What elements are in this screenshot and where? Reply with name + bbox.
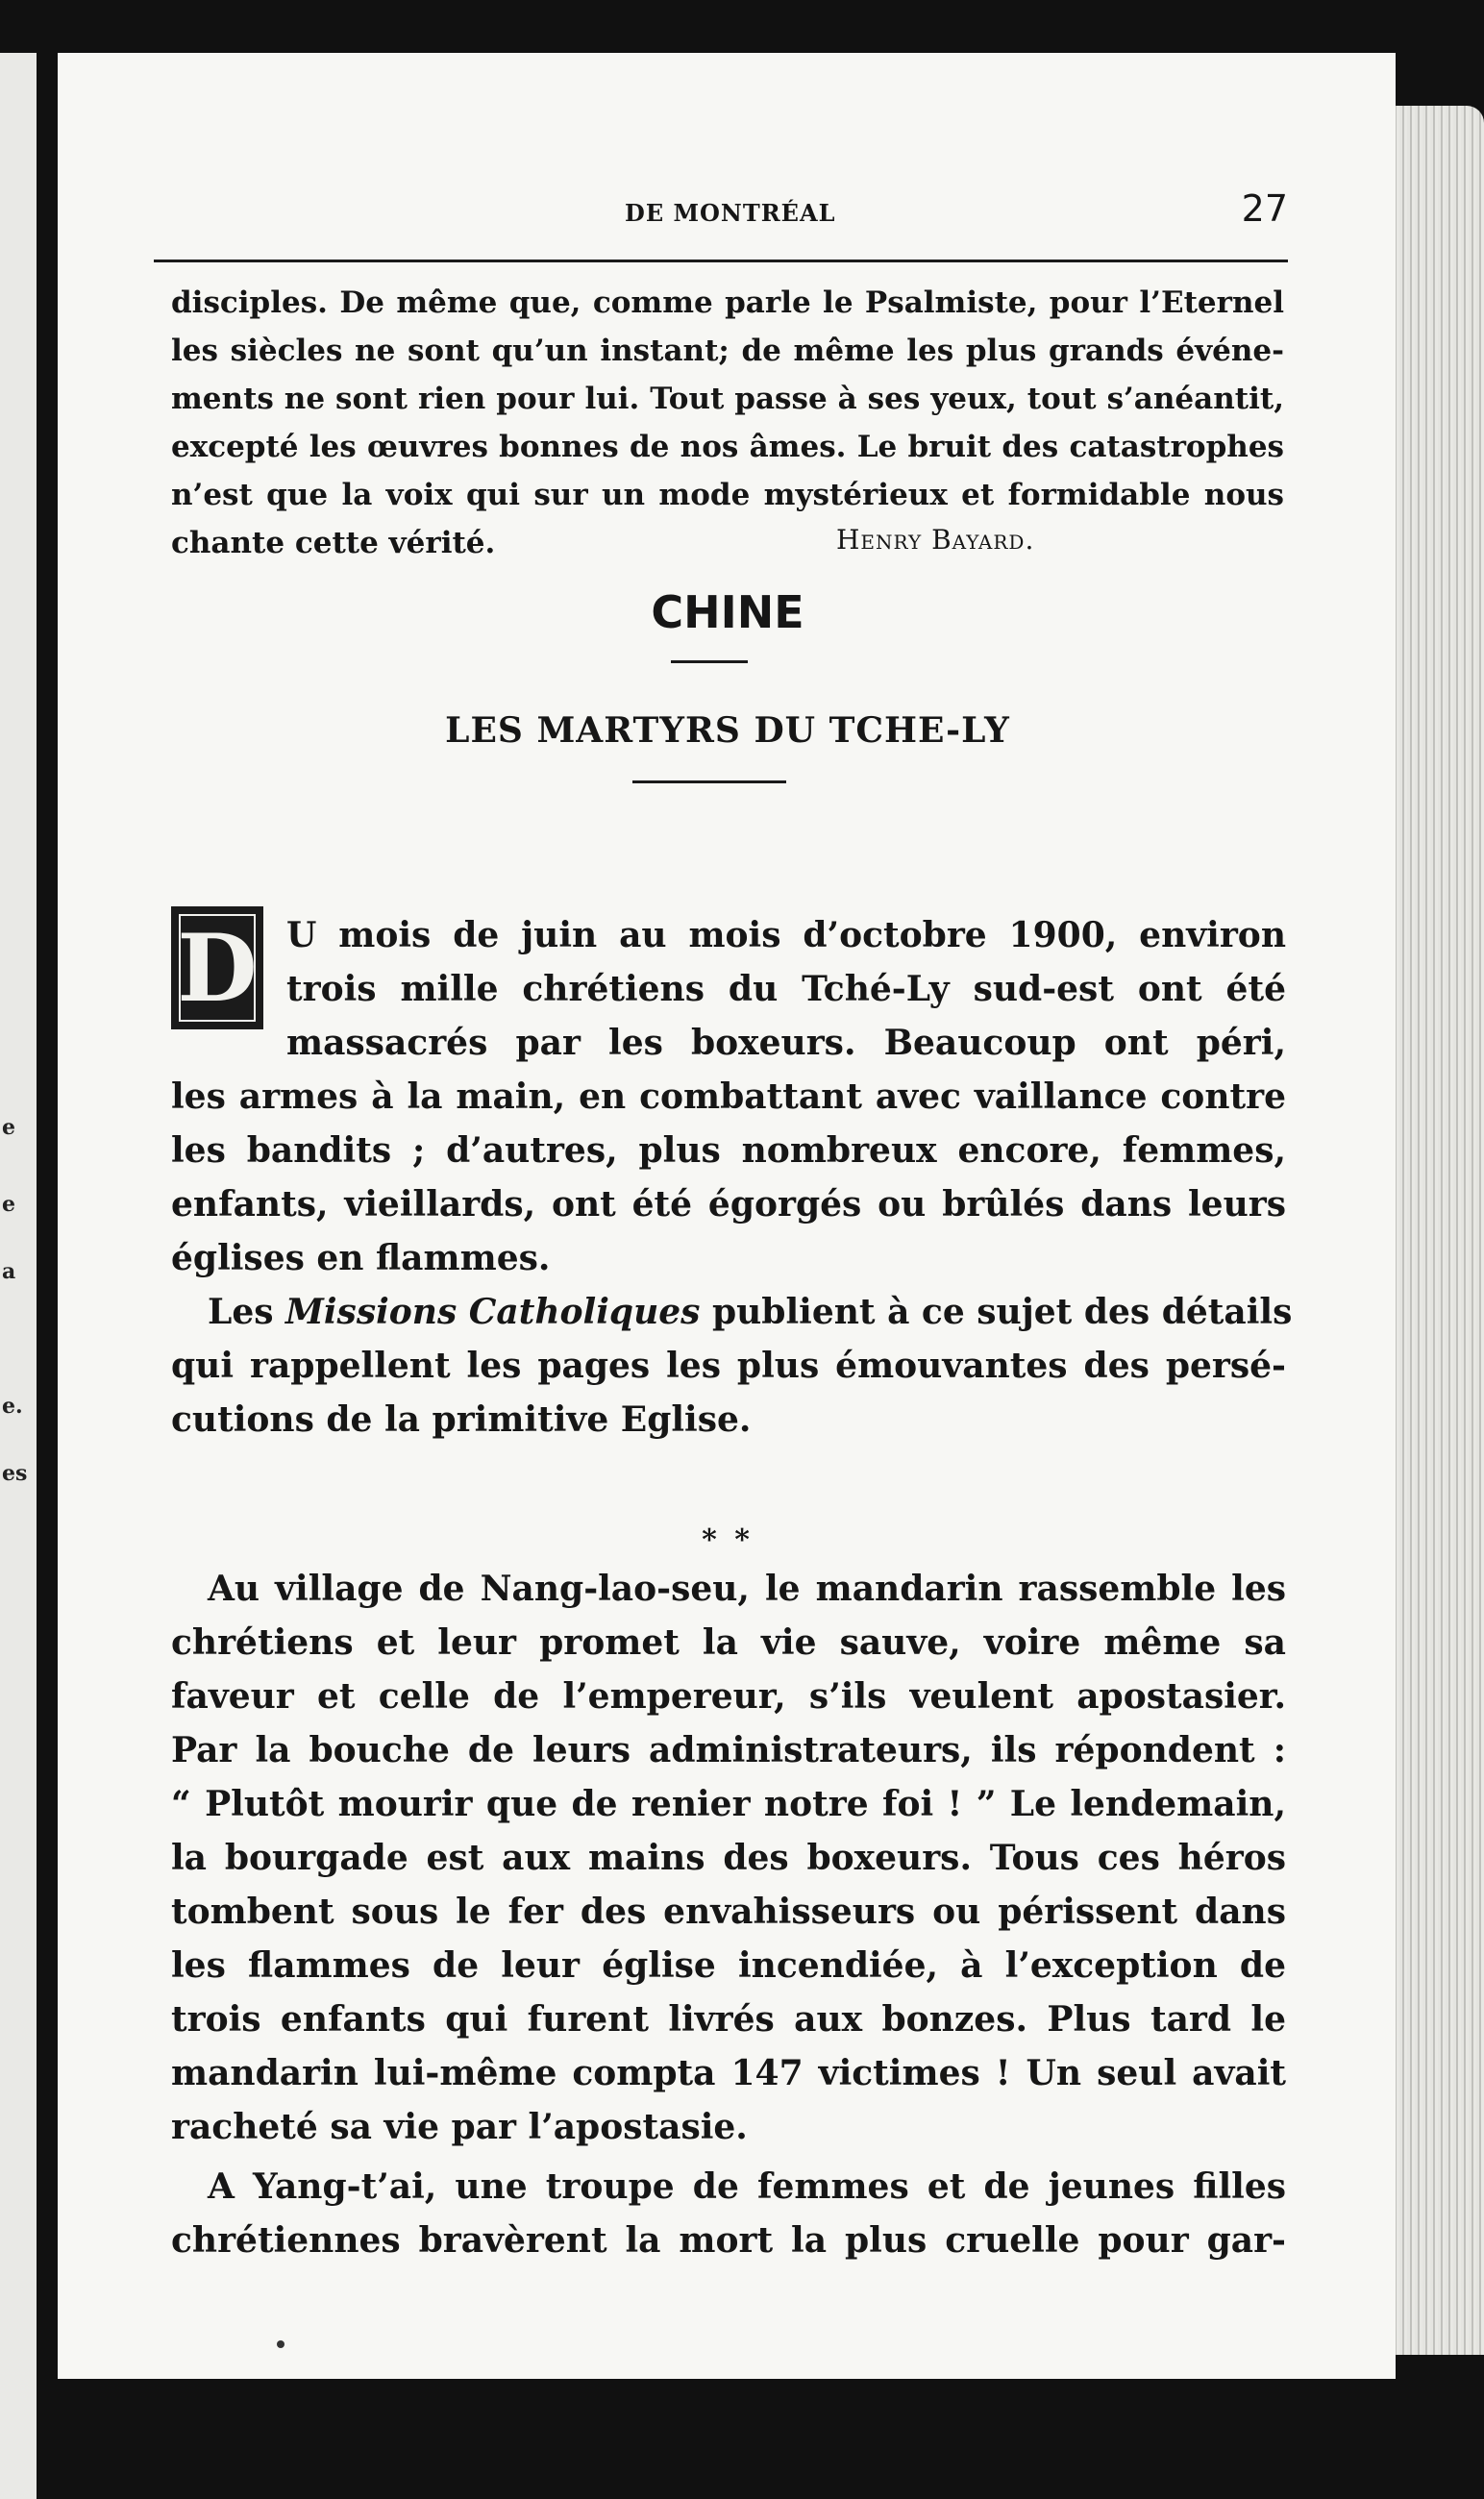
text-line: n’est que la voix qui sur un mode mystérieux et formidable nous [171, 478, 1284, 512]
text-line: tombent sous le fer des envahisseurs ou périssent dans [171, 1892, 1286, 1932]
left-page-fragment: a [2, 1259, 16, 1284]
text-line: racheté sa vie par l’apostasie. [171, 2107, 748, 2147]
ink-speck [277, 2340, 284, 2348]
text-line: enfants, vieillards, ont été égorgés ou brûlés dans leurs [171, 1184, 1286, 1225]
closing-paragraph [171, 279, 1284, 567]
header-rule [154, 260, 1288, 262]
text-line: faveur et celle de l’empereur, s’ils veulent apostasier. [171, 1676, 1286, 1717]
text-line: chante cette vérité. [171, 526, 496, 560]
text-line: “ Plutôt mourir que de renier notre foi ! ” Le lendemain, [171, 1784, 1286, 1824]
text-line: mandarin lui-même compta 147 victimes ! Un seul avait [171, 2053, 1286, 2093]
text-line: les siècles ne sont qu’un instant; de même les plus grands événe- [171, 334, 1284, 368]
text-line: disciples. De même que, comme parle le Psalmiste, pour l’Eternel [171, 285, 1284, 320]
text-line: qui rappellent les pages les plus émouvantes des persé- [171, 1346, 1286, 1386]
left-page-fragment: es [2, 1461, 28, 1486]
text-line: massacrés par les boxeurs. Beaucoup ont péri, [286, 1023, 1286, 1063]
first-paragraph [171, 908, 1286, 1285]
second-paragraph [171, 1285, 1293, 1447]
text-line: églises en flammes. [171, 1238, 551, 1278]
heading-rule [671, 660, 748, 663]
third-paragraph [171, 1562, 1286, 2154]
left-page-fragment: e [2, 1192, 15, 1217]
fourth-paragraph [171, 2160, 1286, 2267]
author-signature: Henry Bayard. [836, 524, 1035, 556]
text-line: chrétiens et leur promet la vie sauve, voire même sa [171, 1622, 1286, 1663]
running-head [154, 187, 1288, 245]
text-line: cutions de la primitive Eglise. [171, 1399, 752, 1440]
left-page-sliver [0, 53, 37, 2499]
text-line: Au village de Nang-lao-seu, le mandarin rassemble les [208, 1569, 1286, 1609]
article-title: LES MARTYRS DU TCHE-LY [445, 710, 1010, 751]
asterism: * * [702, 1523, 754, 1557]
text-line: A Yang-t’ai, une troupe de femmes et de jeunes filles [208, 2166, 1286, 2207]
text-line: chrétiennes bravèrent la mort la plus cruelle pour gar- [171, 2220, 1286, 2261]
text-line: les flammes de leur église incendiée, à l’exception de [171, 1945, 1286, 1986]
book-page [58, 53, 1396, 2379]
section-heading: CHINE [651, 586, 804, 638]
text-line [171, 1285, 1293, 1339]
page-edges [1392, 106, 1484, 2355]
left-page-fragment: e. [2, 1394, 23, 1419]
text-line: les bandits ; d’autres, plus nombreux encore, femmes, [171, 1130, 1286, 1171]
page-number: 27 [1241, 187, 1288, 230]
running-title: DE MONTRÉAL [625, 199, 836, 227]
text-line: trois mille chrétiens du Tché-Ly sud-est ont été [286, 969, 1286, 1009]
title-rule [632, 780, 786, 783]
text-line: Par la bouche de leurs administrateurs, ils répondent : [171, 1730, 1286, 1770]
text-line: trois enfants qui furent livrés aux bonzes. Plus tard le [171, 1999, 1286, 2040]
text-line: la bourgade est aux mains des boxeurs. Tous ces héros [171, 1838, 1286, 1878]
text-line: excepté les œuvres bonnes de nos âmes. Le bruit des catastrophes [171, 430, 1284, 464]
left-page-fragment: e [2, 1115, 15, 1140]
text-line: U mois de juin au mois d’octobre 1900, environ [286, 915, 1286, 955]
lead-word: Les [208, 1292, 286, 1332]
text-line: les armes à la main, en combattant avec vaillance contre [171, 1076, 1286, 1117]
text-line: ments ne sont rien pour lui. Tout passe à ses yeux, tout s’anéantit, [171, 382, 1284, 416]
drop-cap-letter: D [177, 913, 258, 1023]
publication-title: Missions Catholiques [285, 1292, 701, 1332]
line-rest: publient à ce sujet des détails [700, 1292, 1293, 1332]
